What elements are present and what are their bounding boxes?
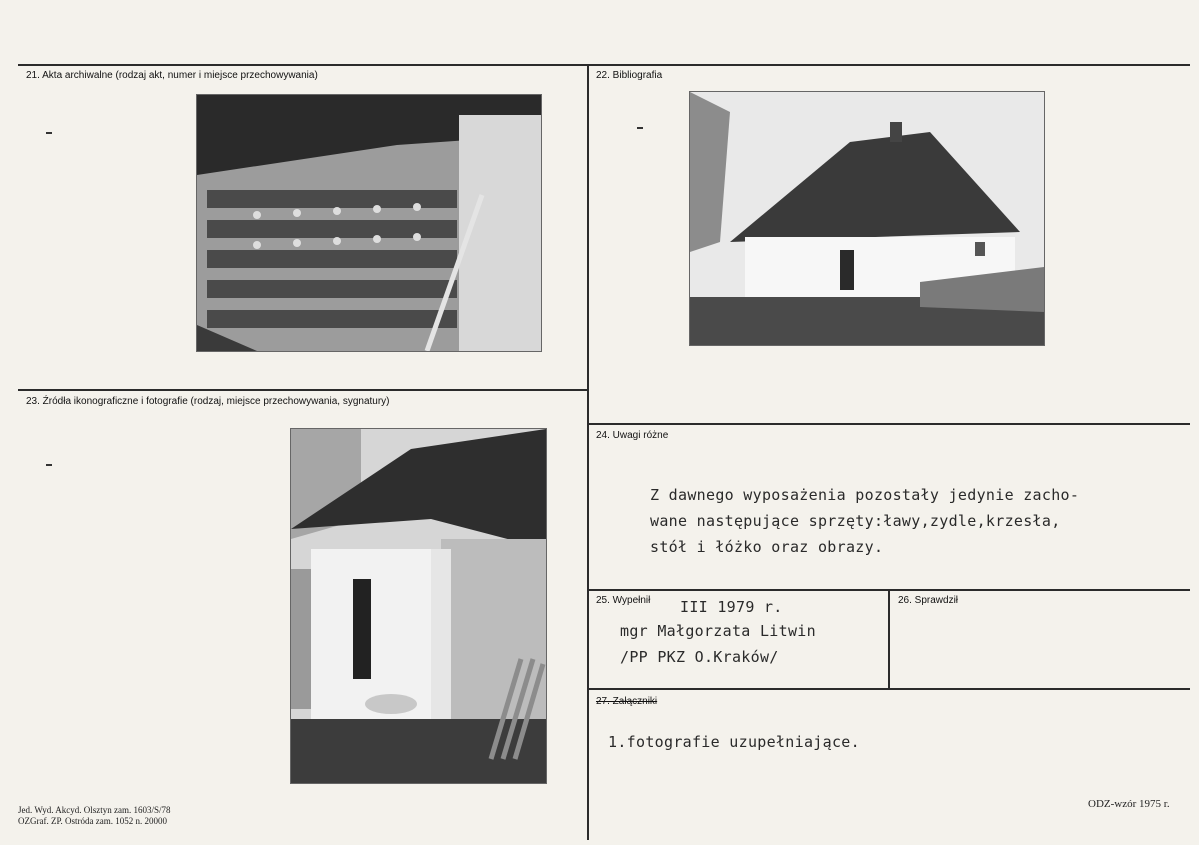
printer-line-2: OZGraf. ZP. Ostróda zam. 1052 n. 20000 <box>18 816 167 826</box>
field-27-line-1: 1.fotografie uzupełniające. <box>608 733 860 751</box>
left-mid-rule <box>18 389 588 391</box>
field-25-name: mgr Małgorzata Litwin <box>620 622 816 640</box>
photo-house-corner <box>290 428 547 784</box>
field-22-label: 22. Bibliografia <box>596 70 663 81</box>
field-27-label: 27. Załączniki <box>596 696 658 707</box>
field-25-date: III 1979 r. <box>680 598 783 616</box>
field-24-line-3: stół i łóżko oraz obrazy. <box>650 538 884 556</box>
field-23-value <box>46 464 52 466</box>
field-25-label: 25. Wypełnił <box>596 595 651 606</box>
field-24-line-1: Z dawnego wyposażenia pozostały jedynie zacho- <box>650 486 1080 504</box>
field-23-label: 23. Źródła ikonograficzne i fotografie (rodzaj, miejsce przechowywania, sygnatury) <box>26 396 390 407</box>
field-24-line-2: wane następujące sprzęty:ławy,zydle,krzesła, <box>650 512 1061 530</box>
field-26-label: 26. Sprawdził <box>898 595 959 606</box>
top-rule <box>18 64 1190 66</box>
right-rule-24 <box>588 423 1190 425</box>
right-rule-27 <box>588 688 1190 690</box>
divider-25-26 <box>888 589 890 689</box>
field-21-label: 21. Akta archiwalne (rodzaj akt, numer i miejsce przechowywania) <box>26 70 318 81</box>
photo-log-wall <box>196 94 542 352</box>
center-divider <box>587 64 589 840</box>
field-25-institution: /PP PKZ O.Kraków/ <box>620 648 779 666</box>
printer-line-1: Jed. Wyd. Akcyd. Olsztyn zam. 1603/S/78 <box>18 805 171 815</box>
field-24-label: 24. Uwagi różne <box>596 430 669 441</box>
field-21-value <box>46 132 52 134</box>
photo-thatched-house <box>689 91 1045 346</box>
field-22-value <box>637 127 643 129</box>
form-number: ODZ-wzór 1975 r. <box>1088 798 1170 810</box>
